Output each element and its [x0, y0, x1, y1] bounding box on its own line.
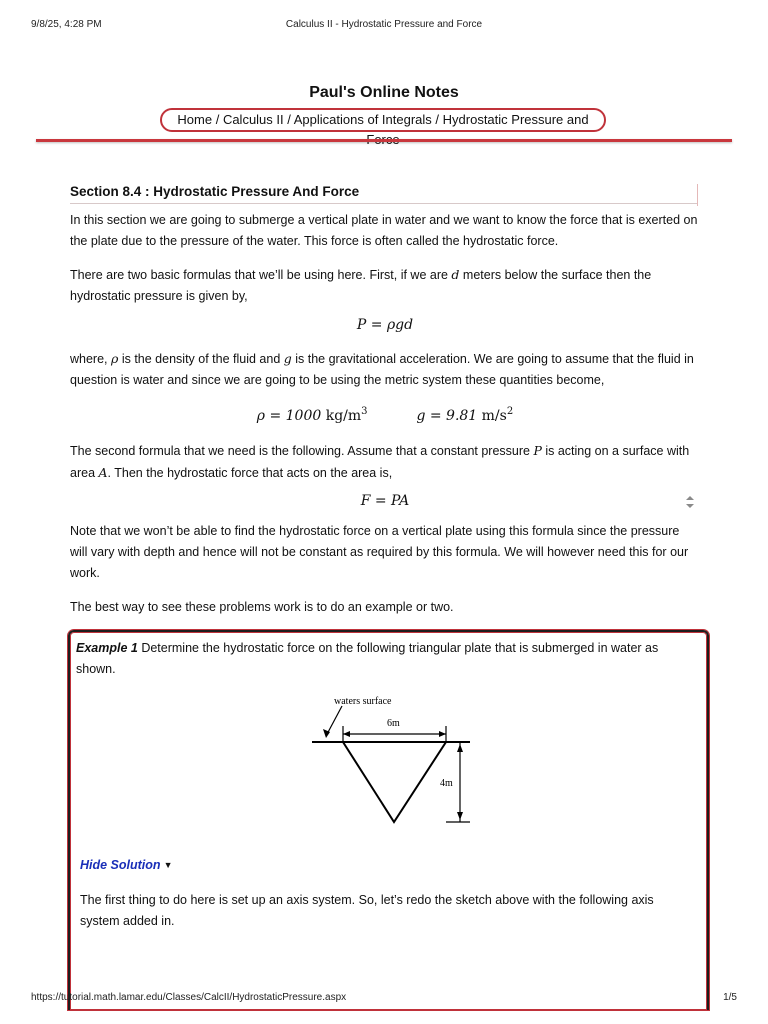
equation-rho-value: ρ = 1000: [256, 408, 326, 424]
equation-rho-unit: kg/m: [325, 408, 362, 424]
site-title: Paul's Online Notes: [309, 84, 459, 101]
breadcrumb-separator: /: [431, 112, 443, 127]
math-variable-A: A: [98, 465, 108, 480]
example-box: [68, 630, 709, 1010]
width-label: 6m: [387, 718, 400, 729]
equation-rho-exponent: 3: [361, 406, 368, 417]
equation-g-value: g = 9.81: [416, 408, 482, 424]
width-dim-arrow-left: [343, 731, 350, 737]
equation-g-exponent: 2: [506, 406, 514, 417]
equation-text: F = PA: [360, 493, 410, 509]
equation-text: P = ρgd: [356, 317, 414, 333]
text-run: is acting on a surface with area: [70, 444, 690, 480]
paragraph-example-intro: The best way to see these problems work is to do an example or two.: [70, 600, 454, 614]
math-variable-d: d: [451, 267, 460, 282]
text-run: is the density of the fluid and: [118, 352, 284, 366]
surface-label: waters surface: [334, 696, 392, 707]
breadcrumb-current: Hydrostatic Pressure and: [442, 112, 589, 127]
math-variable-rho: ρ: [111, 351, 119, 366]
print-header: [0, 0, 768, 40]
paragraph-pressure-formula: [70, 264, 700, 307]
breadcrumb-calculus-ii[interactable]: Calculus II: [222, 112, 284, 127]
equation-g: [416, 408, 513, 424]
breadcrumb-separator: /: [283, 112, 294, 127]
hide-solution-toggle[interactable]: [80, 858, 172, 872]
equation-pressure: [70, 317, 700, 333]
equation-force: [70, 493, 700, 509]
print-footer: [0, 992, 768, 1012]
example-label: Example 1: [76, 641, 138, 655]
breadcrumb: [160, 108, 606, 132]
height-label: 4m: [440, 778, 453, 789]
expand-collapse-icon[interactable]: [684, 494, 696, 510]
section-heading: Section 8.4 : Hydrostatic Pressure And Force: [70, 184, 698, 204]
equation-constants: [70, 406, 700, 424]
triangle-plate: [343, 742, 446, 822]
text-run: There are two basic formulas that we’ll be using here. First, if we are: [70, 268, 452, 282]
height-dim-arrow-bottom: [457, 812, 463, 820]
equation-rho: [257, 408, 368, 424]
caret-down-icon: ▼: [163, 860, 173, 870]
paragraph-intro: In this section we are going to submerge a vertical plate in water and we want to know the force that is exerted on the plate due to the pressure of the water. This force is often called the hydrostatic force.: [70, 213, 698, 248]
hide-solution-label: Hide Solution: [80, 858, 161, 872]
print-timestamp: 9/8/25, 4:28 PM: [31, 19, 102, 30]
print-url: https://tutorial.math.lamar.edu/Classes/CalcII/HydrostaticPressure.aspx: [31, 992, 347, 1003]
text-run: . Then the hydrostatic force that acts on the area is,: [107, 466, 393, 480]
breadcrumb-home[interactable]: Home: [177, 112, 213, 127]
print-page-title: Calculus II - Hydrostatic Pressure and Force: [285, 19, 483, 30]
example-text: Determine the hydrostatic force on the following triangular plate that is submerged in water as shown.: [76, 641, 659, 676]
paragraph-force-formula: [70, 440, 700, 484]
triangle-plate-diagram: [310, 686, 480, 826]
paragraph-density: [70, 348, 700, 391]
width-dim-arrow-right: [439, 731, 446, 737]
text-run: meters below the surface then the hydrostatic pressure is given by,: [70, 268, 652, 303]
breadcrumb-separator: /: [212, 112, 223, 127]
nav-divider: [36, 139, 732, 142]
text-run: The second formula that we need is the following. Assume that a constant pressure: [70, 444, 534, 458]
print-page-number: 1/5: [723, 992, 737, 1003]
solution-text: The first thing to do here is set up an axis system. So, let’s redo the sketch above with the following axis system added in.: [80, 893, 654, 928]
breadcrumb-applications[interactable]: Applications of Integrals: [293, 112, 432, 127]
text-run: where,: [70, 352, 111, 366]
equation-g-unit: m/s: [481, 408, 507, 424]
paragraph-note: Note that we won’t be able to find the hydrostatic force on a vertical plate using this formula since the pressure will vary with depth and hence will not be constant as required by this formula. We will however need this for our work.: [70, 524, 689, 580]
math-variable-g: g: [283, 351, 292, 366]
example-prompt: [76, 638, 686, 680]
math-variable-P: P: [533, 443, 542, 458]
height-dim-arrow-top: [457, 744, 463, 752]
text-run: is the gravitational acceleration. We are going to assume that the fluid in question is water and since we are going to be using the metric system these quantities become,: [70, 352, 694, 387]
